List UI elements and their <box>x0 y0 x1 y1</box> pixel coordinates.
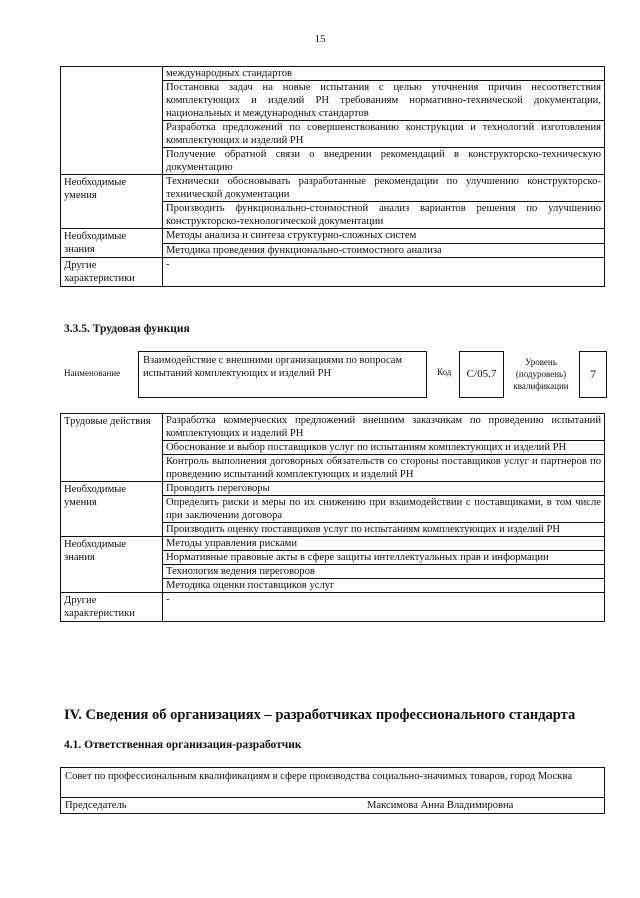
row-item: Разработка коммерческих предложений внешним заказчикам по проведению испытаний комплектующих и изделий РН <box>163 414 605 441</box>
table-row <box>61 537 605 551</box>
row-item: Методы управления рисками <box>163 537 605 551</box>
name-label: Наименование <box>64 368 121 378</box>
row-item: - <box>163 258 605 287</box>
row-label <box>61 67 163 175</box>
row-item: Контроль выполнения договорных обязательств со стороны поставщиков услуг и партнеров по проведению испытаний комплектующих и изделий РН <box>163 455 605 482</box>
row-label: Другие характеристики <box>61 593 163 622</box>
row-item: Получение обратной связи о внедрении рекомендаций в конструкторско-техническую документацию <box>163 148 605 175</box>
table-competencies-c057 <box>60 413 605 622</box>
table-row <box>61 67 605 81</box>
row-item: международных стандартов <box>163 67 605 81</box>
row-item: Методы анализа и синтеза структурно-сложных систем <box>163 229 605 244</box>
table-row <box>61 593 605 622</box>
part-title: IV. Сведения об организациях – разработчиках профессионального стандарта <box>64 707 576 723</box>
subsection-title: 4.1. Ответственная организация-разработчик <box>64 739 302 751</box>
row-item: Производить оценку поставщиков услуг по испытаниям комплектующих и изделий РН <box>163 523 605 537</box>
row-label: Трудовые действия <box>61 414 163 482</box>
code-label: Код <box>437 367 452 377</box>
row-item: Технически обосновывать разработанные рекомендации по улучшению конструкторско-технической документации <box>163 175 605 202</box>
developer-org-box <box>60 767 605 817</box>
section-title: 3.3.5. Трудовая функция <box>64 323 190 335</box>
row-label: Необходимые знания <box>61 537 163 593</box>
table-row <box>61 175 605 202</box>
row-label: Необходимые знания <box>61 229 163 258</box>
row-item: - <box>163 593 605 622</box>
row-label: Необходимые умения <box>61 482 163 537</box>
row-item: Определять риски и меры по их снижению при взаимодействии с поставщиками, в том числе при заключении договора <box>163 496 605 523</box>
signature-line <box>60 797 605 814</box>
row-item: Методика оценки поставщиков услуг <box>163 579 605 593</box>
table-competencies-previous <box>60 66 605 287</box>
table-row <box>61 229 605 244</box>
table-row <box>61 414 605 441</box>
row-item: Обоснование и выбор поставщиков услуг по испытаниям комплектующих и изделий РН <box>163 441 605 455</box>
org-role: Председатель <box>65 800 127 811</box>
org-person: Максимова Анна Владимировна <box>367 800 514 811</box>
row-item: Методика проведения функционально-стоимостного анализа <box>163 243 605 258</box>
function-code: C/05.7 <box>459 351 504 398</box>
function-name: Взаимодействие с внешними организациями по вопросам испытаний комплектующих и изделий РН <box>138 351 427 398</box>
row-item: Технология ведения переговоров <box>163 565 605 579</box>
row-item: Нормативные правовые акты в сфере защиты интеллектуальных прав и информации <box>163 551 605 565</box>
page-number: 15 <box>314 33 326 45</box>
org-name: Совет по профессиональным квалификациям в сфере производства социально-значимых товаров, город Москва <box>60 767 605 798</box>
row-item: Разработка предложений по совершенствованию конструкции и технологий изготовления комплектующих и изделий РН <box>163 121 605 148</box>
qualification-level: 7 <box>579 351 607 398</box>
row-item: Производить функционально-стоимостной анализ вариантов решения по улучшению конструкторско-технологической документации <box>163 202 605 229</box>
row-item: Постановка задач на новые испытания с целью уточнения причин несоответствия комплектующих и изделий РН требованиям нормативно-технической документации, национальных и международных стандартов <box>163 81 605 121</box>
level-label: Уровень (подуровень) квалификации <box>513 357 569 391</box>
row-label: Другие характеристики <box>61 258 163 287</box>
row-label: Необходимые умения <box>61 175 163 229</box>
table-row <box>61 258 605 287</box>
table-row <box>61 482 605 496</box>
row-item: Проводить переговоры <box>163 482 605 496</box>
